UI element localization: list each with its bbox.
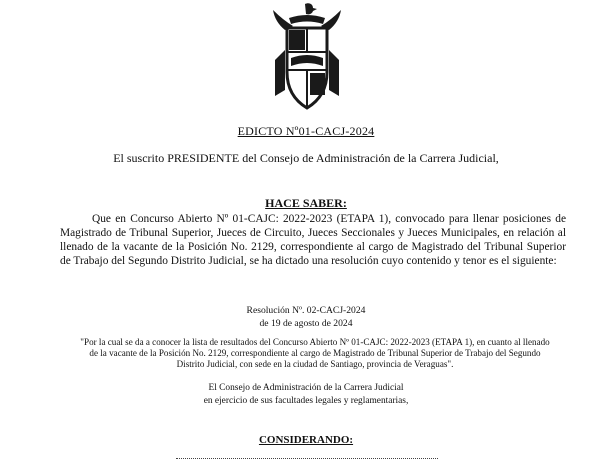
considerando-heading: CONSIDERANDO: [258, 434, 354, 446]
resolution-date: de 19 de agosto de 2024 [259, 318, 353, 329]
resolution-quote: "Por la cual se da a conocer la lista de resultados del Concurso Abierto Nº 01-CAJC: 2022-2023 (ETAPA 1), en cuanto al llenado de la vacante de la Posición No. 2129, correspondiente al cargo de Magistrado de Tribunal Superior de Trabajo del Segundo Distrito Judicial, con sede en la ciudad de Santiago, provincia de Veraguas". [80, 337, 550, 369]
coat-of-arms-seal [271, 0, 343, 120]
dotted-divider [176, 458, 438, 459]
edict-title: EDICTO Nº01-CACJ-2024 [237, 124, 375, 138]
intro-line: El suscrito PRESIDENTE del Consejo de Administración de la Carrera Judicial, [113, 151, 499, 165]
body-paragraph: Que en Concurso Abierto Nº 01-CAJC: 2022-2023 (ETAPA 1), convocado para llenar posiciones de Magistrado de Tribunal Superior, Jueces de Circuito, Jueces Seccionales y Jueces Municipales, en relación al llenado de la vacante de la Posición No. 2129, correspondiente al cargo de Magistrado del Tribunal Superior de Trabajo del Segundo Distrito Judicial, se ha dictado una resolución cuyo contenido y tenor es el siguiente: [60, 213, 566, 267]
hace-saber-heading: HACE SABER: [265, 196, 347, 210]
resolution-number: Resolución Nº. 02-CACJ-2024 [246, 305, 366, 316]
council-line-1: El Consejo de Administración de la Carrera Judicial [208, 383, 404, 393]
council-line-2: en ejercicio de sus facultades legales y reglamentarias, [203, 396, 409, 406]
